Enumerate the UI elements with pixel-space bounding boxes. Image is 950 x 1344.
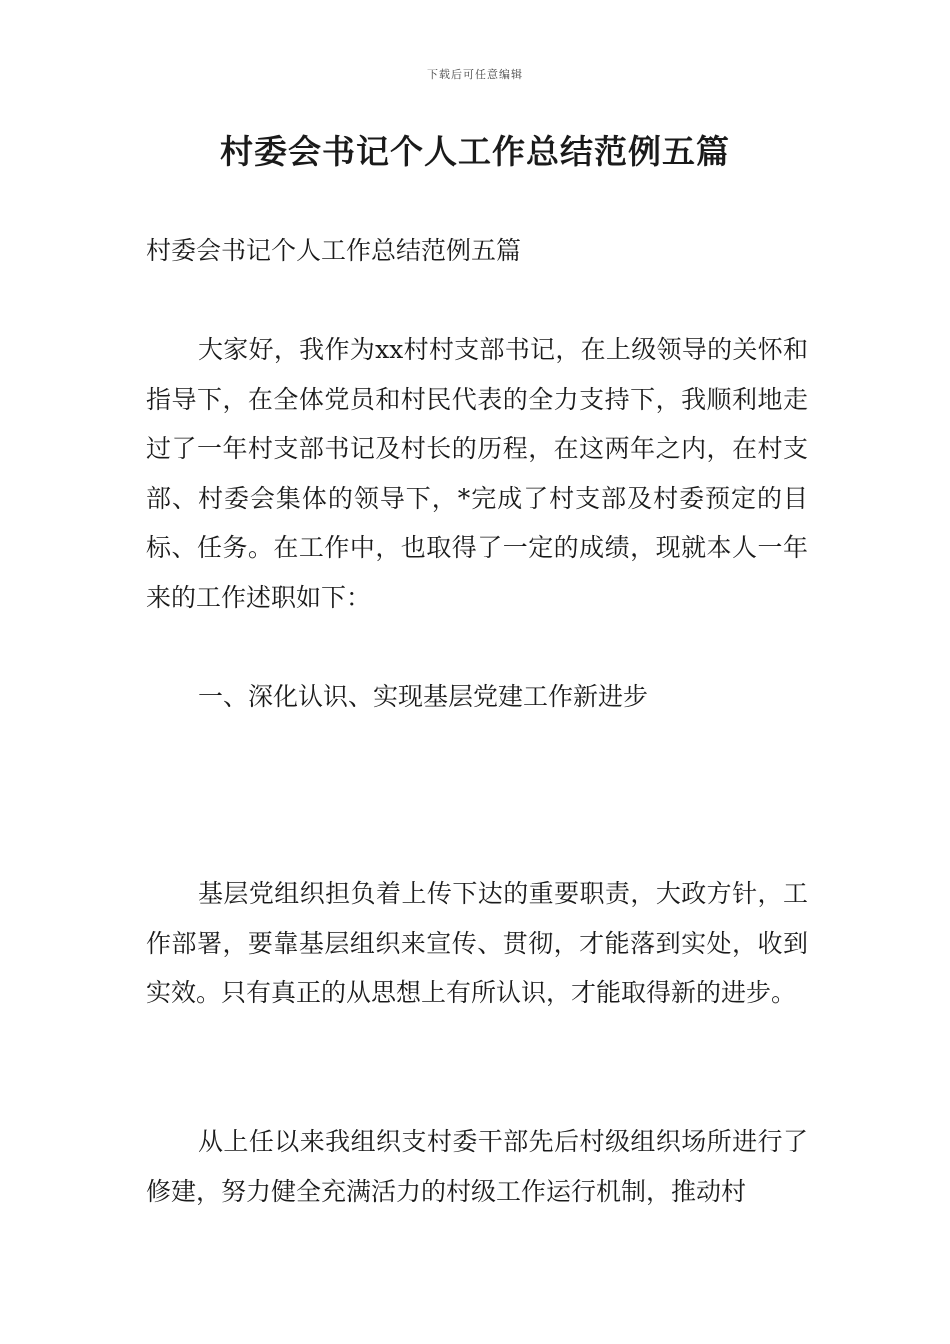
paragraph-party-building: 基层党组织担负着上传下达的重要职责，大政方针，工作部署，要靠基层组织来宣传、贯彻，才能落到实处，收到实效。只有真正的从思想上有所认识，才能取得新的进步。 — [146, 879, 808, 1007]
header-note: 下载后可任意编辑 — [427, 68, 523, 81]
section-heading: 一、深化认识、实现基层党建工作新进步 — [198, 682, 649, 711]
document-title: 村委会书记个人工作总结范例五篇 — [220, 132, 730, 171]
document-subtitle: 村委会书记个人工作总结范例五篇 — [146, 236, 522, 265]
paragraph-intro: 大家好，我作为xx村村支部书记，在上级领导的关怀和指导下，在全体党员和村民代表的全力支持下，我顺利地走过了一年村支部书记及村长的历程，在这两年之内，在村支部、村委会集体的领导下，*完成了村支部及村委预定的目标、任务。在工作中，也取得了一定的成绩，现就本人一年来的工作述职如下： — [146, 335, 808, 612]
paragraph-organization: 从上任以来我组织支村委干部先后村级组织场所进行了修建，努力健全充满活力的村级工作运行机制，推动村 — [146, 1127, 808, 1206]
